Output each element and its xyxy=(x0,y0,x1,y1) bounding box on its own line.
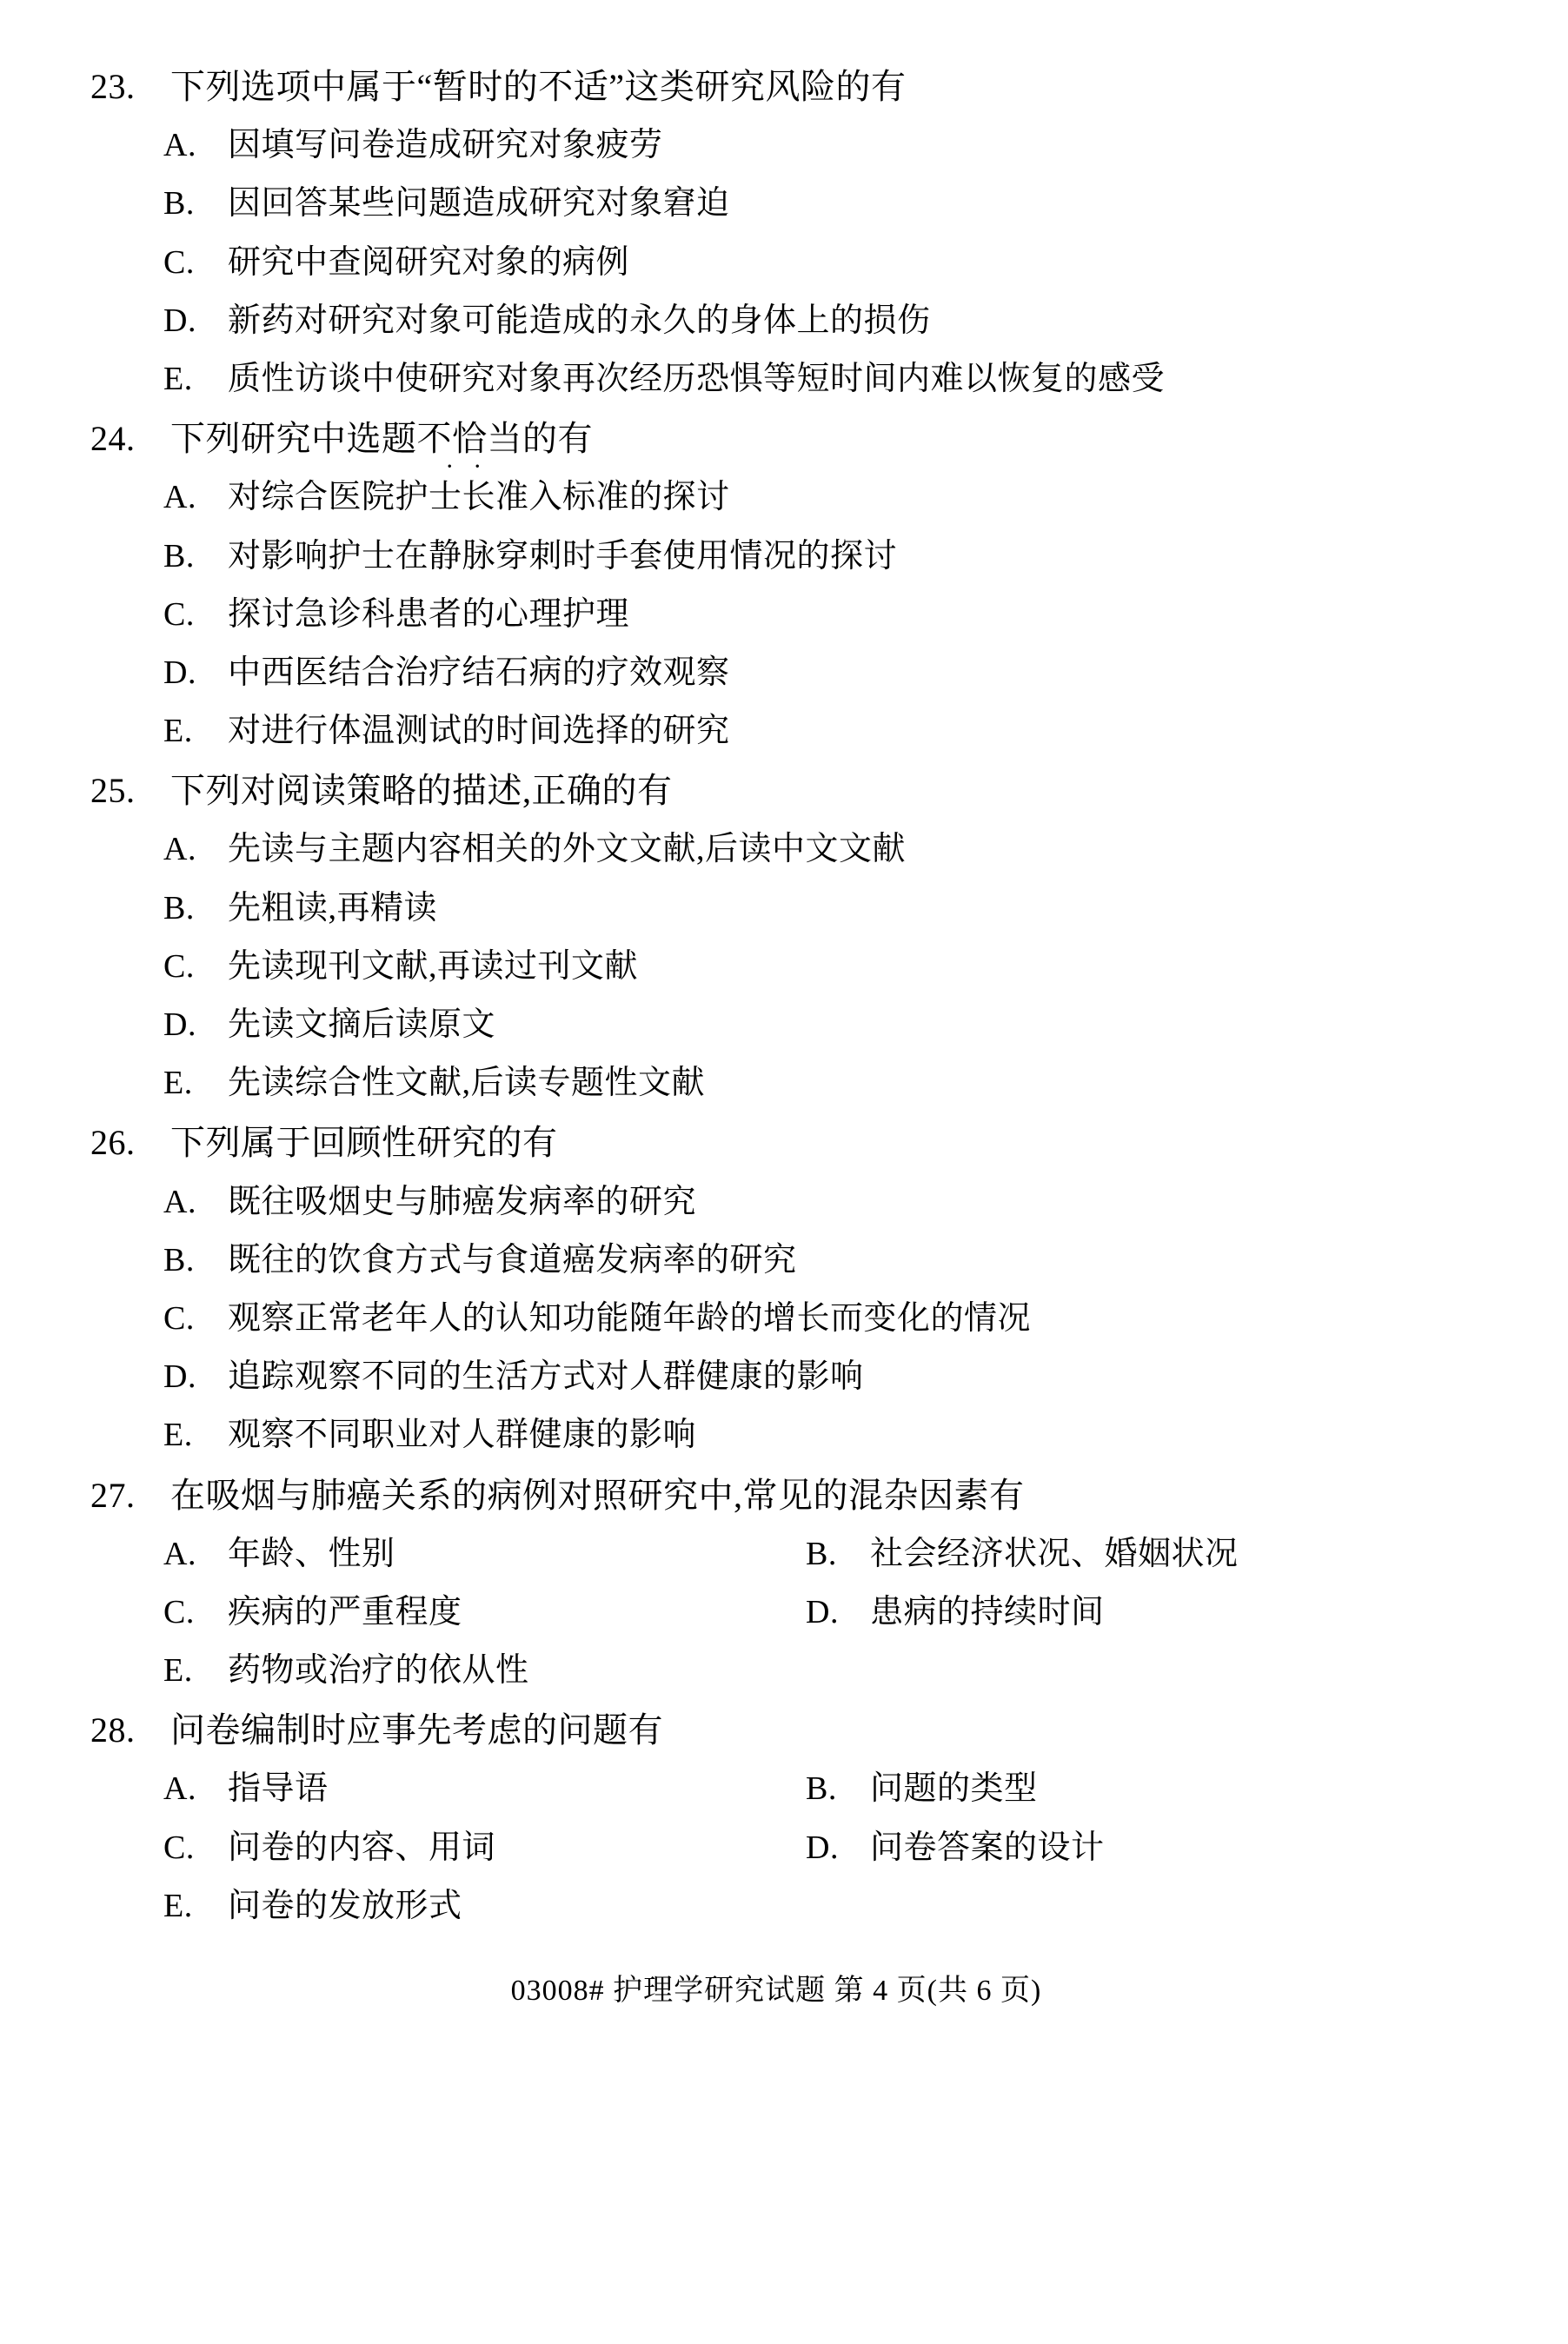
option-label: D. xyxy=(163,1006,196,1043)
question-number: 27. xyxy=(90,1475,136,1515)
option-d[interactable] xyxy=(776,1825,1465,1871)
option-text: 追踪观察不同的生活方式对人群健康的影响 xyxy=(228,1358,864,1396)
option-text: 因回答某些问题造成研究对象窘迫 xyxy=(228,185,730,222)
option-label: B. xyxy=(163,185,195,222)
question-stem xyxy=(87,767,1465,814)
option-row xyxy=(87,240,1465,286)
question-text: 下列选项中属于“暂时的不适”这类研究风险的有 xyxy=(170,67,907,106)
option-text: 探讨急诊科患者的心理护理 xyxy=(228,595,630,633)
option-label: A. xyxy=(163,1183,196,1220)
question-block-24 xyxy=(87,415,1465,754)
option-row xyxy=(87,1354,1465,1400)
option-label: E. xyxy=(163,713,193,750)
option-label: E. xyxy=(163,1887,193,1924)
option-label: E. xyxy=(163,360,193,397)
question-text: 问卷编制时应事先考虑的问题有 xyxy=(170,1710,663,1750)
option-c[interactable] xyxy=(87,1825,776,1871)
option-row xyxy=(87,1883,1465,1929)
option-list xyxy=(87,827,1465,1106)
option-a[interactable] xyxy=(87,123,663,169)
option-a[interactable] xyxy=(87,1531,776,1577)
question-text-pre: 下列研究中选题 xyxy=(170,419,417,459)
option-row xyxy=(87,534,1465,580)
option-row xyxy=(87,1060,1465,1106)
option-row xyxy=(87,708,1465,754)
option-e[interactable] xyxy=(87,1883,462,1929)
question-text xyxy=(170,415,1465,462)
option-b[interactable] xyxy=(87,534,897,580)
option-text: 对进行体温测试的时间选择的研究 xyxy=(228,713,730,750)
option-label: E. xyxy=(163,1417,193,1454)
option-row xyxy=(87,1766,1465,1812)
option-b[interactable] xyxy=(776,1766,1465,1812)
option-text: 问卷答案的设计 xyxy=(870,1829,1105,1866)
option-row xyxy=(87,592,1465,638)
option-row xyxy=(87,123,1465,169)
question-text: 下列对阅读策略的描述,正确的有 xyxy=(170,771,673,811)
option-label: E. xyxy=(163,1652,193,1690)
option-label: C. xyxy=(163,1829,195,1866)
option-label: D. xyxy=(806,1593,839,1630)
option-row xyxy=(87,1179,1465,1225)
option-row xyxy=(87,356,1465,402)
option-row xyxy=(87,1296,1465,1342)
option-e[interactable] xyxy=(87,1412,696,1458)
option-text: 质性访谈中使研究对象再次经历恐惧等短时间内难以恢复的感受 xyxy=(228,360,1166,397)
option-row xyxy=(87,827,1465,873)
option-label: A. xyxy=(163,1535,196,1572)
question-block-23 xyxy=(87,63,1465,402)
option-row xyxy=(87,1590,1465,1636)
option-e[interactable] xyxy=(87,1060,705,1106)
option-label: B. xyxy=(163,889,195,926)
option-a[interactable] xyxy=(87,1766,776,1812)
option-text: 观察不同职业对人群健康的影响 xyxy=(228,1417,697,1454)
option-label: A. xyxy=(163,1770,196,1808)
option-b[interactable] xyxy=(87,886,437,932)
option-text: 先读综合性文献,后读专题性文献 xyxy=(228,1065,706,1102)
option-label: A. xyxy=(163,831,196,868)
option-text: 先粗读,再精读 xyxy=(228,889,438,926)
option-b[interactable] xyxy=(776,1531,1465,1577)
option-d[interactable] xyxy=(87,650,730,696)
option-label: C. xyxy=(163,243,195,281)
option-label: A. xyxy=(163,479,196,516)
option-label: C. xyxy=(163,947,195,985)
option-e[interactable] xyxy=(87,1648,529,1694)
option-label: E. xyxy=(163,1065,193,1102)
option-label: B. xyxy=(806,1535,837,1572)
question-stem xyxy=(87,1471,1465,1519)
question-text: 下列属于回顾性研究的有 xyxy=(170,1123,558,1163)
question-text-post: 的有 xyxy=(522,419,593,459)
option-label: B. xyxy=(163,1241,195,1278)
option-text: 新药对研究对象可能造成的永久的身体上的损伤 xyxy=(228,302,931,339)
option-row xyxy=(87,1412,1465,1458)
option-text: 中西医结合治疗结石病的疗效观察 xyxy=(228,654,730,691)
option-d[interactable] xyxy=(87,1354,864,1400)
option-row xyxy=(87,650,1465,696)
option-text: 问卷的内容、用词 xyxy=(228,1829,496,1866)
option-text: 问卷的发放形式 xyxy=(228,1887,462,1924)
option-row xyxy=(87,1531,1465,1577)
option-c[interactable] xyxy=(87,240,629,286)
question-number: 23. xyxy=(90,67,136,106)
option-d[interactable] xyxy=(87,298,931,344)
question-stem xyxy=(87,63,1465,110)
option-text: 问题的类型 xyxy=(870,1770,1038,1808)
option-c[interactable] xyxy=(87,1296,1031,1342)
option-text: 先读与主题内容相关的外文文献,后读中文文献 xyxy=(228,831,907,868)
option-label: D. xyxy=(163,1358,196,1396)
option-row xyxy=(87,298,1465,344)
option-text: 先读现刊文献,再读过刊文献 xyxy=(228,947,639,985)
option-d[interactable] xyxy=(87,1002,495,1048)
option-list xyxy=(87,1179,1465,1459)
option-row xyxy=(87,475,1465,521)
option-e[interactable] xyxy=(87,708,730,754)
option-text: 先读文摘后读原文 xyxy=(228,1006,496,1043)
option-row xyxy=(87,944,1465,990)
question-block-27 xyxy=(87,1471,1465,1695)
page-footer: 03008# 护理学研究试题 第 4 页(共 6 页) xyxy=(510,1975,1042,2007)
option-text: 对综合医院护士长准入标准的探讨 xyxy=(228,479,730,516)
question-stem xyxy=(87,1119,1465,1166)
option-text: 社会经济状况、婚姻状况 xyxy=(870,1535,1239,1572)
question-block-25 xyxy=(87,767,1465,1106)
question-stem xyxy=(87,415,1465,462)
option-row xyxy=(87,1002,1465,1048)
question-stem xyxy=(87,1706,1465,1754)
option-a[interactable] xyxy=(87,1179,696,1225)
option-label: B. xyxy=(163,537,195,574)
option-row xyxy=(87,1238,1465,1284)
option-e[interactable] xyxy=(87,356,1165,402)
option-row xyxy=(87,181,1465,227)
option-label: C. xyxy=(163,1593,195,1630)
option-row xyxy=(87,1648,1465,1694)
option-text: 年龄、性别 xyxy=(228,1535,395,1572)
option-text: 观察正常老年人的认知功能随年龄的增长而变化的情况 xyxy=(228,1299,1032,1337)
option-label: B. xyxy=(806,1770,837,1808)
option-label: C. xyxy=(163,595,195,633)
option-text: 对影响护士在静脉穿刺时手套使用情况的探讨 xyxy=(228,537,898,574)
option-c[interactable] xyxy=(87,944,638,990)
option-c[interactable] xyxy=(87,1590,776,1636)
option-label: D. xyxy=(163,654,196,691)
option-label: D. xyxy=(163,302,196,339)
question-number: 24. xyxy=(90,419,136,459)
option-text: 因填写问卷造成研究对象疲劳 xyxy=(228,127,663,164)
option-text: 研究中查阅研究对象的病例 xyxy=(228,243,630,281)
option-text: 药物或治疗的依从性 xyxy=(228,1652,529,1690)
option-b[interactable] xyxy=(87,1238,797,1284)
question-text-emphasis: 不恰当 ·· xyxy=(417,415,523,462)
question-block-26 xyxy=(87,1119,1465,1458)
option-label: A. xyxy=(163,127,196,164)
question-number: 28. xyxy=(90,1710,136,1750)
option-label: D. xyxy=(806,1829,839,1866)
question-block-28 xyxy=(87,1706,1465,1929)
question-number: 26. xyxy=(90,1123,136,1163)
option-text: 指导语 xyxy=(228,1770,329,1808)
option-b[interactable] xyxy=(87,181,730,227)
option-text: 既往吸烟史与肺癌发病率的研究 xyxy=(228,1183,697,1220)
option-list xyxy=(87,475,1465,754)
option-text: 既往的饮食方式与食道癌发病率的研究 xyxy=(228,1241,797,1278)
option-c[interactable] xyxy=(87,592,629,638)
option-list xyxy=(87,1531,1465,1695)
option-row xyxy=(87,1825,1465,1871)
option-d[interactable] xyxy=(776,1590,1465,1636)
question-text: 在吸烟与肺癌关系的病例对照研究中,常见的混杂因素有 xyxy=(170,1475,1025,1515)
option-row xyxy=(87,886,1465,932)
option-text: 疾病的严重程度 xyxy=(228,1593,462,1630)
question-number: 25. xyxy=(90,771,136,811)
option-list xyxy=(87,123,1465,402)
option-a[interactable] xyxy=(87,475,730,521)
option-a[interactable] xyxy=(87,827,906,873)
option-label: C. xyxy=(163,1299,195,1337)
option-text: 患病的持续时间 xyxy=(870,1593,1105,1630)
option-list xyxy=(87,1766,1465,1929)
